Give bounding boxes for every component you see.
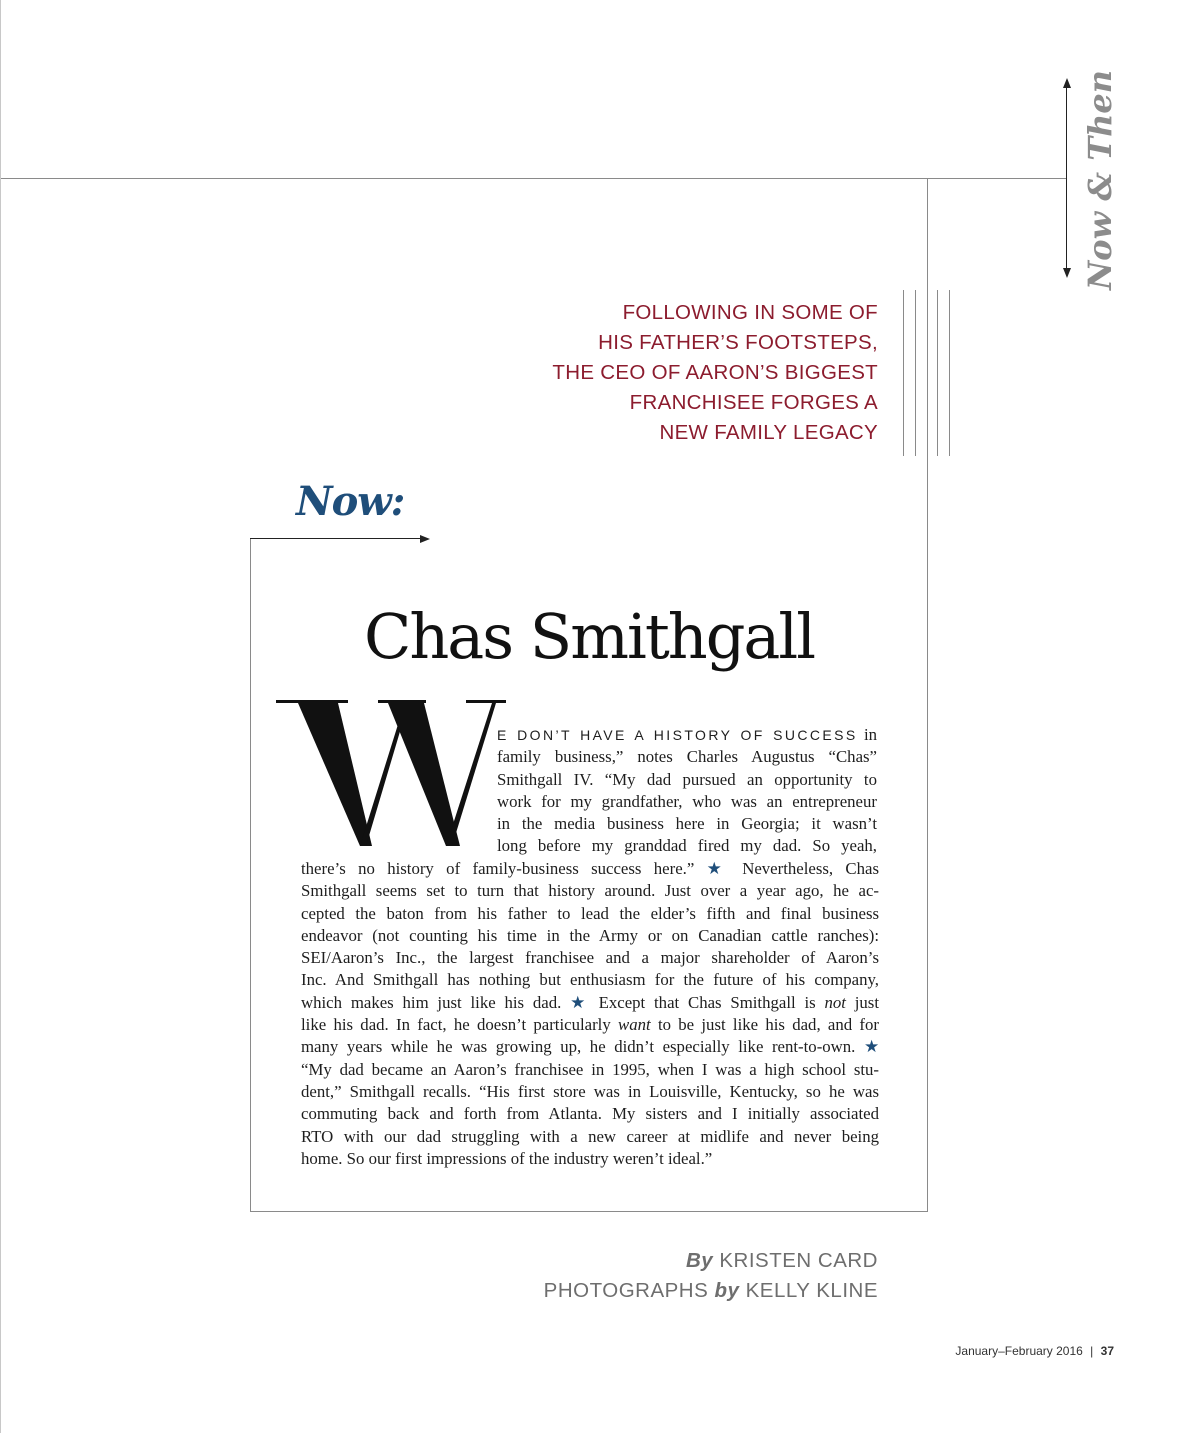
lead-line: work for my grandfather, who was an entrepreneur bbox=[497, 791, 877, 811]
drop-cap-w bbox=[276, 648, 506, 858]
deck bbox=[478, 298, 878, 448]
body-line: like his dad. In fact, he doesn’t particularly want to be just like his dad, and for bbox=[301, 1015, 879, 1035]
deck-line: FRANCHISEE FORGES A bbox=[629, 391, 878, 414]
body-line: Inc. And Smithgall has nothing but enthusiasm for the future of his company, bbox=[301, 970, 879, 990]
star-icon: ★ bbox=[570, 992, 590, 1012]
photo-prefix: PHOTOGRAPHS bbox=[543, 1279, 709, 1302]
deck-rule-1 bbox=[903, 290, 904, 456]
body-line: SEI/Aaron’s Inc., the largest franchisee and a major shareholder of Aaron’s bbox=[301, 948, 879, 968]
body-line: RTO with our dad struggling with a new career at midlife and never being bbox=[301, 1126, 879, 1146]
story-box-bottom-rule bbox=[250, 1211, 928, 1212]
page-number: 37 bbox=[1100, 1344, 1114, 1358]
lead-line: Smithgall IV. “My dad pursued an opportunity to bbox=[497, 769, 877, 789]
body-line: dent,” Smithgall recalls. “His first store was in Louisville, Kentucky, so he was bbox=[301, 1081, 879, 1101]
lead-paragraph bbox=[497, 724, 877, 858]
arrow-up-icon bbox=[1063, 78, 1071, 88]
deck-line: FOLLOWING IN SOME OF bbox=[622, 301, 878, 324]
frame-right-rule bbox=[927, 178, 928, 1212]
deck-line: HIS FATHER’S FOOTSTEPS, bbox=[598, 331, 878, 354]
body-paragraph bbox=[301, 858, 879, 1170]
deck-line: NEW FAMILY LEGACY bbox=[659, 421, 878, 444]
body-line: home. So our first impressions of the industry weren’t ideal.” bbox=[301, 1148, 713, 1168]
body-line: endeavor (not counting his time in the Army or on Canadian cattle ranches): bbox=[301, 925, 879, 945]
lead-line: long before my granddad fired my dad. So yeah, bbox=[497, 836, 877, 856]
photo-credit bbox=[544, 1276, 878, 1306]
body-line: commuting back and forth from Atlanta. My sisters and I initially associated bbox=[301, 1104, 879, 1124]
lead-line-1-rest: in bbox=[857, 725, 877, 744]
now-label: Now: bbox=[296, 478, 405, 525]
photographer-name: KELLY KLINE bbox=[745, 1279, 878, 1302]
issue-date: January–February 2016 bbox=[955, 1344, 1083, 1358]
lead-line: family business,” notes Charles Augustus “Chas” bbox=[497, 747, 877, 767]
body-line: which makes him just like his dad. ★ Except that Chas Smithgall is not just bbox=[301, 992, 879, 1012]
deck-rule-3 bbox=[937, 290, 938, 456]
by-prefix: By bbox=[685, 1249, 714, 1272]
left-edge-rule bbox=[0, 0, 1, 1433]
arrow-right-icon bbox=[420, 535, 430, 543]
author-credit bbox=[544, 1246, 878, 1276]
article-title: Chas Smithgall bbox=[363, 600, 815, 673]
now-arrow-line bbox=[250, 538, 422, 539]
deck-rule-2 bbox=[915, 290, 916, 456]
page-footer bbox=[955, 1344, 1114, 1358]
author-name: KRISTEN CARD bbox=[719, 1249, 878, 1272]
deck-rule-4 bbox=[949, 290, 950, 456]
lead-smallcaps: E DON’T HAVE A HISTORY OF SUCCESS bbox=[497, 727, 858, 743]
footer-separator: | bbox=[1090, 1344, 1094, 1358]
body-line: cepted the baton from his father to lead the elder’s fifth and final business bbox=[301, 903, 879, 923]
lead-line-1 bbox=[497, 724, 877, 746]
body-line: “My dad became an Aaron’s franchisee in 1995, when I was a high school stu- bbox=[301, 1059, 879, 1079]
top-rule bbox=[0, 178, 1066, 179]
body-line: Smithgall seems set to turn that history around. Just over a year ago, he ac- bbox=[301, 881, 879, 901]
photo-by: by bbox=[714, 1279, 740, 1302]
credits bbox=[544, 1246, 878, 1306]
star-icon: ★ bbox=[863, 1037, 879, 1057]
tab-arrow-shaft bbox=[1066, 86, 1067, 270]
deck-line: THE CEO OF AARON’S BIGGEST bbox=[552, 361, 878, 384]
section-tab-label: Now & Then bbox=[1081, 69, 1119, 291]
lead-line: in the media business here in Georgia; it wasn’t bbox=[497, 814, 877, 834]
body-line: there’s no history of family-business success here.” ★ Nevertheless, Chas bbox=[301, 859, 879, 878]
star-icon: ★ bbox=[706, 859, 730, 878]
body-line: many years while he was growing up, he didn’t especially like rent-to-own. ★ bbox=[301, 1037, 879, 1057]
arrow-down-icon bbox=[1063, 268, 1071, 278]
